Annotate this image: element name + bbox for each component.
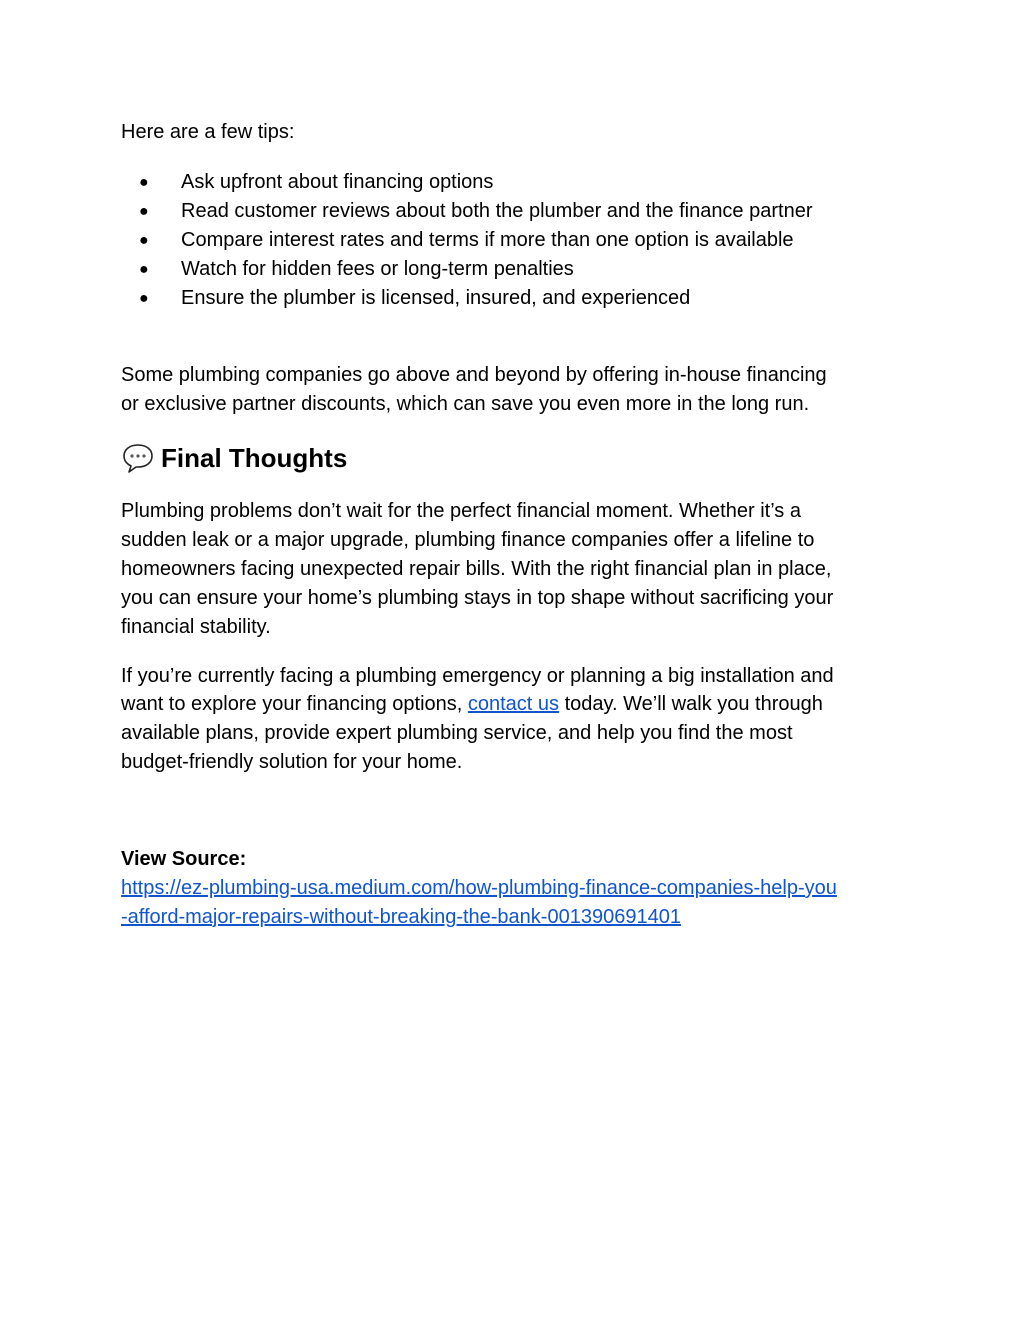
list-item: ● Ask upfront about financing options bbox=[121, 168, 812, 197]
tips-intro: Here are a few tips: bbox=[121, 121, 295, 143]
final-thoughts-heading: Final Thoughts bbox=[121, 440, 347, 476]
bullet-icon: ● bbox=[139, 290, 149, 307]
bullet-icon: ● bbox=[139, 232, 149, 249]
list-item: ● Watch for hidden fees or long-term penalties bbox=[121, 255, 812, 284]
tips-list bbox=[121, 168, 812, 313]
bullet-icon: ● bbox=[139, 261, 149, 278]
list-item: ● Compare interest rates and terms if more than one option is available bbox=[121, 226, 812, 255]
source-label: View Source: bbox=[121, 848, 247, 870]
list-item: ● Ensure the plumber is licensed, insured, and experienced bbox=[121, 284, 812, 313]
list-item: ● Read customer reviews about both the plumber and the finance partner bbox=[121, 197, 812, 226]
bullet-icon: ● bbox=[139, 203, 149, 220]
contact-us-link[interactable]: contact us bbox=[467, 693, 560, 715]
speech-bubble-icon bbox=[121, 441, 155, 475]
bullet-icon: ● bbox=[139, 174, 149, 191]
